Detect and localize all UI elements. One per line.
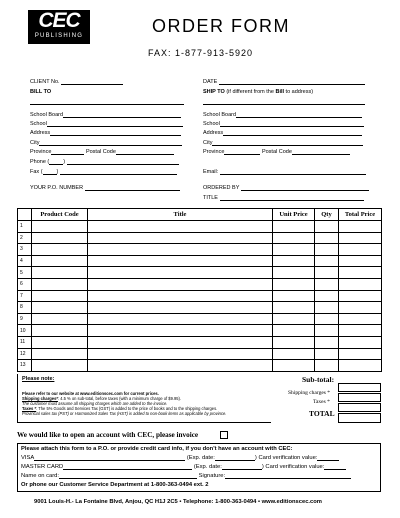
total-price-cell[interactable] (339, 302, 382, 314)
product-code-cell[interactable] (32, 313, 88, 325)
order-row (18, 360, 382, 372)
qty-cell[interactable] (315, 313, 339, 325)
bill-to-label: BILL TO (30, 89, 52, 95)
payment-heading: Please attach this form to a P.O. or provide credit card info, if you don't have an account with CEC: (21, 446, 293, 452)
mastercard-field[interactable]: MASTER CARD (Exp. date: ) Card verification value: (21, 464, 346, 470)
title-cell[interactable] (88, 267, 273, 279)
title-cell[interactable] (88, 221, 273, 233)
address-field[interactable]: Address (30, 130, 181, 136)
fax-field[interactable]: Fax ( ) (30, 169, 177, 175)
row-number: 5 (18, 267, 32, 279)
qty-cell[interactable] (315, 267, 339, 279)
total-price-cell[interactable] (339, 232, 382, 244)
qty-cell[interactable] (315, 278, 339, 290)
notes-block (17, 374, 271, 422)
product-code-cell[interactable] (32, 244, 88, 256)
name-signature-field[interactable]: Name on card: Signature: (21, 473, 351, 479)
total-price-cell[interactable] (339, 267, 382, 279)
ship-to-blank-line[interactable] (203, 104, 365, 105)
col-qty: Qty (315, 209, 339, 221)
row-number: 9 (18, 313, 32, 325)
product-code-cell[interactable] (32, 348, 88, 360)
shipping-label: Shipping charges * (288, 390, 331, 396)
order-table-header (18, 209, 382, 221)
col-number (18, 209, 32, 221)
ship-school-field[interactable]: School (203, 121, 364, 127)
title-cell[interactable] (88, 278, 273, 290)
ship-to-label: SHIP TO (if different from the Bill to address) (203, 89, 314, 95)
row-number: 2 (18, 232, 32, 244)
unit-price-cell[interactable] (273, 302, 315, 314)
invoice-checkbox[interactable] (220, 431, 228, 439)
title-field[interactable]: TITLE (203, 195, 364, 201)
notes-line-4: Taxes *: The 5% Goods and Services Tax (GST) is added to the price of books and to the shipping charges. (22, 406, 218, 411)
product-code-cell[interactable] (32, 278, 88, 290)
unit-price-cell[interactable] (273, 290, 315, 302)
col-unit-price: Unit Price (273, 209, 315, 221)
client-no-field[interactable]: CLIENT No. (30, 79, 123, 85)
qty-cell[interactable] (315, 221, 339, 233)
order-row (18, 302, 382, 314)
order-row (18, 325, 382, 337)
account-request: We would like to open an account with CEC, please invoice (17, 431, 199, 439)
visa-field[interactable]: VISA (Exp. date: ) Card verification value: (21, 455, 339, 461)
notes-heading: Please note: (22, 376, 55, 382)
unit-price-cell[interactable] (273, 360, 315, 372)
qty-cell[interactable] (315, 360, 339, 372)
logo-sub: PUBLISHING (34, 33, 84, 39)
qty-cell[interactable] (315, 290, 339, 302)
total-price-cell[interactable] (339, 255, 382, 267)
qty-cell[interactable] (315, 244, 339, 256)
ship-city-field[interactable]: City (203, 140, 363, 146)
qty-cell[interactable] (315, 325, 339, 337)
unit-price-cell[interactable] (273, 348, 315, 360)
product-code-cell[interactable] (32, 255, 88, 267)
row-number: 12 (18, 348, 32, 360)
unit-price-cell[interactable] (273, 313, 315, 325)
order-row (18, 278, 382, 290)
phone-order-line: Or phone our Customer Service Department at 1-800-363-0494 ext. 2 (21, 482, 209, 488)
col-title: Title (88, 209, 273, 221)
city-field[interactable]: City (30, 140, 182, 146)
row-number: 1 (18, 221, 32, 233)
product-code-cell[interactable] (32, 232, 88, 244)
order-row (18, 244, 382, 256)
col-total-price: Total Price (339, 209, 382, 221)
total-price-cell[interactable] (339, 348, 382, 360)
ship-address-field[interactable]: Address (203, 130, 362, 136)
page-title: ORDER FORM (152, 16, 290, 36)
notes-line-5: Provincial sales tax (PST) or Harmonized Sales Tax (HST) is added to non-book items as applicable by province. (22, 411, 227, 416)
row-number: 13 (18, 360, 32, 372)
qty-cell[interactable] (315, 348, 339, 360)
date-field[interactable]: DATE (203, 79, 365, 85)
row-number: 8 (18, 302, 32, 314)
fax-number: FAX: 1-877-913-5920 (148, 48, 254, 58)
order-table (17, 208, 382, 372)
payment-box (17, 443, 381, 492)
ship-school-board-field[interactable]: School Board (203, 112, 362, 118)
subtotal-label: Sub-total: (302, 375, 335, 384)
po-number-field[interactable]: YOUR P.O. NUMBER (30, 185, 180, 191)
school-field[interactable]: School (30, 121, 183, 127)
unit-price-cell[interactable] (273, 278, 315, 290)
order-row (18, 313, 382, 325)
product-code-cell[interactable] (32, 267, 88, 279)
product-code-cell[interactable] (32, 221, 88, 233)
product-code-cell[interactable] (32, 360, 88, 372)
school-board-field[interactable]: School Board (30, 112, 181, 118)
order-row (18, 221, 382, 233)
notes-line-1: Please refer to our website at www.editionscec.com for current prices. (22, 391, 159, 396)
unit-price-cell[interactable] (273, 325, 315, 337)
total-price-cell[interactable] (339, 336, 382, 348)
total-price-cell[interactable] (339, 278, 382, 290)
order-row (18, 232, 382, 244)
order-row (18, 255, 382, 267)
unit-price-cell[interactable] (273, 267, 315, 279)
title-cell[interactable] (88, 244, 273, 256)
phone-field[interactable]: Phone ( ) (30, 159, 179, 165)
ordered-by-field[interactable]: ORDERED BY (203, 185, 369, 191)
total-price-cell[interactable] (339, 360, 382, 372)
notes-bottom-line (17, 422, 271, 423)
ship-province-field[interactable]: Province Postal Code (203, 149, 350, 155)
unit-price-cell[interactable] (273, 232, 315, 244)
row-number: 3 (18, 244, 32, 256)
title-cell[interactable] (88, 325, 273, 337)
province-field[interactable]: Province Postal Code (30, 149, 174, 155)
total-price-cell[interactable] (339, 290, 382, 302)
title-cell[interactable] (88, 290, 273, 302)
title-cell[interactable] (88, 302, 273, 314)
title-cell[interactable] (88, 232, 273, 244)
cec-logo (28, 10, 90, 44)
email-field[interactable]: Email: (203, 169, 366, 175)
order-row (18, 336, 382, 348)
product-code-cell[interactable] (32, 302, 88, 314)
bill-to-blank-line[interactable] (30, 104, 184, 105)
unit-price-cell[interactable] (273, 221, 315, 233)
total-label: TOTAL (309, 409, 335, 418)
qty-cell[interactable] (315, 302, 339, 314)
product-code-cell[interactable] (32, 290, 88, 302)
subtotal-box[interactable] (338, 383, 381, 392)
qty-cell[interactable] (315, 255, 339, 267)
notes-line-2: Shipping charges*: 4.5 % on sub-total, before taxes (with a minimum charge of $9.95). (22, 396, 182, 401)
unit-price-cell[interactable] (273, 336, 315, 348)
order-row (18, 348, 382, 360)
row-number: 4 (18, 255, 32, 267)
total-price-cell[interactable] (339, 244, 382, 256)
row-number: 6 (18, 278, 32, 290)
unit-price-cell[interactable] (273, 244, 315, 256)
taxes-label: Taxes * (313, 399, 330, 405)
total-price-cell[interactable] (339, 313, 382, 325)
total-price-cell[interactable] (339, 325, 382, 337)
taxes-box[interactable] (338, 403, 381, 412)
title-cell[interactable] (88, 336, 273, 348)
total-box[interactable] (338, 413, 381, 423)
order-row (18, 290, 382, 302)
qty-cell[interactable] (315, 336, 339, 348)
product-code-cell[interactable] (32, 336, 88, 348)
order-row (18, 267, 382, 279)
title-cell[interactable] (88, 348, 273, 360)
col-product-code: Product Code (32, 209, 88, 221)
shipping-box[interactable] (338, 393, 381, 402)
title-cell[interactable] (88, 313, 273, 325)
qty-cell[interactable] (315, 232, 339, 244)
logo-brand: CEC (38, 9, 80, 32)
row-number: 11 (18, 336, 32, 348)
total-price-cell[interactable] (339, 221, 382, 233)
row-number: 10 (18, 325, 32, 337)
footer-address: 9001 Louis-H.- La Fontaine Blvd, Anjou, QC H1J 2C5 • Telephone: 1-800-363-0494 • www.editionscec.com (34, 499, 322, 505)
product-code-cell[interactable] (32, 325, 88, 337)
title-cell[interactable] (88, 360, 273, 372)
title-cell[interactable] (88, 255, 273, 267)
row-number: 7 (18, 290, 32, 302)
notes-line-3: The customer must assume all shipping charges which are added to the invoice. (22, 401, 168, 406)
unit-price-cell[interactable] (273, 255, 315, 267)
